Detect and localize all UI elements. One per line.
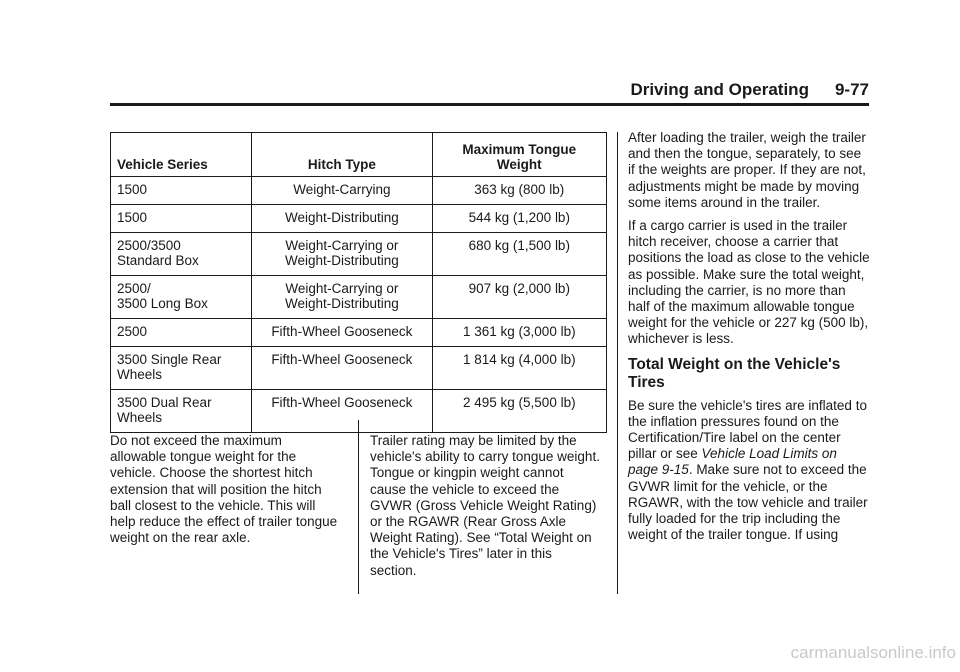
cell-vehicle-series: 2500/3500 Standard Box (111, 233, 252, 276)
table-row (111, 319, 607, 347)
cell-vehicle-series: 1500 (111, 205, 252, 233)
tire-weight-text: Be sure the vehicle's tires are inflated to the inflation pressures found on the Certification/Tire label on the center pillar or see (628, 397, 867, 462)
column-divider (617, 132, 618, 594)
cell-vehicle-series: 2500/ 3500 Long Box (111, 276, 252, 319)
cell-vehicle-series: 3500 Single Rear Wheels (111, 347, 252, 390)
tire-weight-paragraph (628, 398, 870, 544)
table-row (111, 276, 607, 319)
cell-vehicle-series: 2500 (111, 319, 252, 347)
table-row (111, 205, 607, 233)
column-divider (358, 420, 359, 594)
table-header-row (111, 133, 607, 177)
cell-max-tongue-weight: 544 kg (1,200 lb) (432, 205, 606, 233)
cell-hitch-type: Weight-Carrying or Weight-Distributing (252, 276, 432, 319)
cell-max-tongue-weight: 1 814 kg (4,000 lb) (432, 347, 606, 390)
tongue-weight-paragraph: Do not exceed the maximum allowable tongue weight for the vehicle. Choose the shortest hitch extension that will position the hitch ball closest to the vehicle. This will help reduce the effect of trailer tongue weight on the rear axle. (110, 433, 338, 546)
column-header-max-tongue-weight: Maximum Tongue Weight (432, 133, 606, 177)
cell-hitch-type: Weight-Carrying or Weight-Distributing (252, 233, 432, 276)
cell-hitch-type: Fifth-Wheel Gooseneck (252, 347, 432, 390)
column-header-hitch-type: Hitch Type (252, 133, 432, 177)
watermark: carmanualsonline.info (790, 643, 956, 662)
right-column (628, 130, 870, 543)
cargo-carrier-paragraph: If a cargo carrier is used in the trailer hitch receiver, choose a carrier that positions the load as close to the vehicle as possible. Make sure the total weight, including the carrier, is no more than half of the maximum allowable tongue weight for the vehicle or 227 kg (500 lb), whichever is less. (628, 218, 870, 347)
cell-max-tongue-weight: 1 361 kg (3,000 lb) (432, 319, 606, 347)
cell-hitch-type: Fifth-Wheel Gooseneck (252, 319, 432, 347)
cell-max-tongue-weight: 363 kg (800 lb) (432, 177, 606, 205)
tongue-weight-table (110, 132, 607, 433)
page-number: 9-77 (834, 80, 869, 99)
page-header (110, 78, 869, 102)
tire-weight-text-continued: . Make sure not to exceed the GVWR limit for the vehicle, or the RGAWR, with the tow vehicle and trailer fully loaded for the trip including the weight of the trailer tongue. If using (628, 462, 868, 543)
table-row (111, 233, 607, 276)
table-row (111, 177, 607, 205)
middle-column (370, 433, 602, 579)
cell-hitch-type: Weight-Distributing (252, 205, 432, 233)
cell-vehicle-series: 3500 Dual Rear Wheels (111, 390, 252, 433)
table-row (111, 347, 607, 390)
cell-hitch-type: Weight-Carrying (252, 177, 432, 205)
column-header-vehicle-series: Vehicle Series (111, 133, 252, 177)
cell-max-tongue-weight: 907 kg (2,000 lb) (432, 276, 606, 319)
header-rule (110, 103, 869, 106)
section-title: Driving and Operating (630, 80, 809, 99)
cell-hitch-type: Fifth-Wheel Gooseneck (252, 390, 432, 433)
left-column (110, 433, 340, 546)
weigh-trailer-paragraph: After loading the trailer, weigh the trailer and then the tongue, separately, to see if the weights are proper. If they are not, adjustments might be made by moving some items around in the trailer. (628, 130, 866, 210)
cell-max-tongue-weight: 680 kg (1,500 lb) (432, 233, 606, 276)
cell-vehicle-series: 1500 (111, 177, 252, 205)
trailer-rating-paragraph: Trailer rating may be limited by the vehicle's ability to carry tongue weight. Tongue or kingpin weight cannot cause the vehicle to exceed the GVWR (Gross Vehicle Weight Rating) or the RGAWR (Rear Gross Axle Weight Rating). See “Total Weight on the Vehicle's Tires” later in this section. (370, 433, 600, 578)
vehicle-load-limits-link[interactable]: Vehicle Load Limits on page 9-15 (628, 446, 837, 478)
cell-max-tongue-weight: 2 495 kg (5,500 lb) (432, 390, 606, 433)
section-subheading: Total Weight on the Vehicle's Tires (628, 355, 841, 391)
